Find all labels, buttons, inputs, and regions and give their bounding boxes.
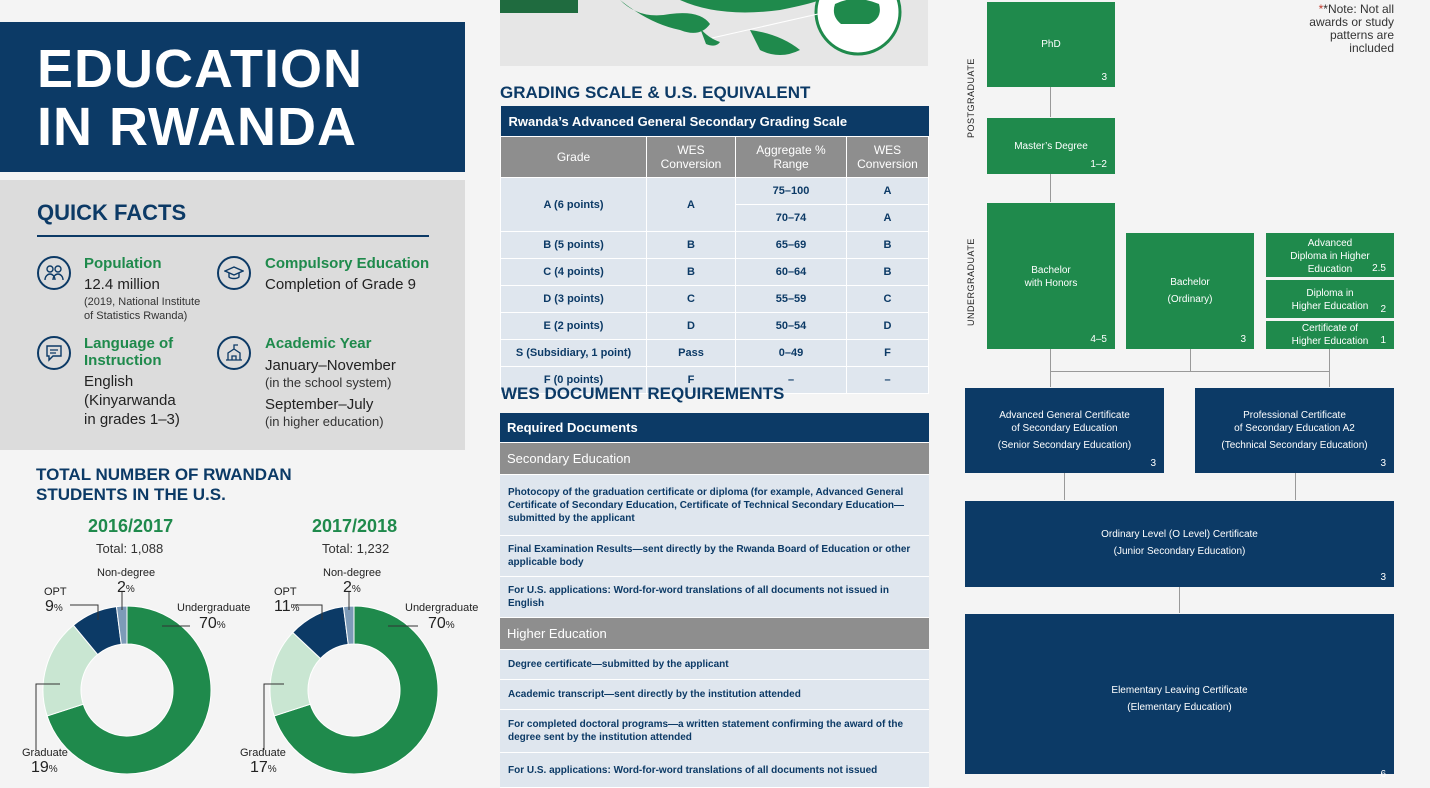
advanced-diploma-box: Advanced Diploma in Higher Education 2.5 [1266, 233, 1394, 277]
fact-academic-year: Academic Year January–November (in the school system) September–July (in higher education) [265, 335, 396, 429]
connector [1050, 87, 1051, 117]
table-row: F (0 points) F – – [501, 367, 929, 394]
map-illustration [500, 0, 928, 66]
label-opt-1: OPT [44, 586, 67, 598]
speech-bubble-icon [37, 336, 71, 370]
pct-graduate-2: 17% [250, 759, 277, 776]
list-item: Final Examination Results—sent directly by the Rwanda Board of Education or other applicable body [500, 536, 929, 577]
donut-chart-2016 [43, 606, 211, 774]
requirements-heading: WES DOCUMENT REQUIREMENTS [501, 384, 785, 403]
list-item: For U.S. applications: Word-for-word translations of all documents not issued in English [500, 577, 929, 618]
pct-opt-2: 11% [274, 598, 300, 615]
quick-facts-heading: QUICK FACTS [37, 200, 187, 225]
connector [1329, 349, 1330, 387]
pct-opt-1: 9% [45, 598, 63, 615]
grading-table [500, 106, 929, 394]
people-icon [37, 256, 71, 290]
label-nondegree-1: Non-degree [97, 567, 156, 579]
postgraduate-label: POSTGRADUATE [966, 58, 976, 138]
fact-language: Language of Instruction English (Kinyarwanda in grades 1–3) [84, 335, 180, 428]
table-row: B (5 points) B 65–69 B [501, 232, 929, 259]
undergraduate-label: UNDERGRADUATE [966, 238, 976, 326]
requirements-table [500, 413, 929, 788]
table-row: 70–74 A [501, 205, 929, 232]
graduation-cap-icon [217, 256, 251, 290]
certificate-box: Certificate of Higher Education 1 [1266, 321, 1394, 349]
pct-nondegree-2: 2% [343, 579, 361, 596]
requirements-caption: Required Documents [500, 413, 929, 443]
chart1-year: 2016/2017 [88, 516, 174, 536]
col-header: WES Conversion [847, 137, 929, 178]
connector [1050, 349, 1051, 387]
secondary-section: Secondary Education [500, 443, 929, 475]
structure-note: **Note: Not all awards or study patterns are included [1309, 2, 1394, 55]
bachelor-ordinary-box: Bachelor (Ordinary) 3 [1126, 233, 1254, 349]
students-heading: TOTAL NUMBER OF RWANDAN STUDENTS IN THE U.S. [36, 465, 292, 504]
label-undergrad-2: Undergraduate [405, 602, 479, 614]
list-item: For completed doctoral programs—a written statement confirming the award of the degree sent by the institution attended [500, 710, 929, 753]
list-item: Photocopy of the graduation certificate or diploma (for example, Advanced General Certificate of Secondary Education, Certificate of Technical Secondary Education—submitted by the applicant [500, 475, 929, 536]
fact-compulsory-education: Compulsory Education Completion of Grade 9 [265, 255, 430, 293]
label-nondegree-2: Non-degree [323, 567, 382, 579]
masters-box: Master’s Degree 1–2 [987, 118, 1115, 174]
connector [1050, 174, 1051, 202]
o-level-certificate-box: Ordinary Level (O Level) Certificate (Junior Secondary Education) 3 [965, 501, 1394, 587]
fact-population: Population 12.4 million (2019, National Institute of Statistics Rwanda) [84, 255, 201, 322]
elementary-certificate-box: Elementary Leaving Certificate (Elementary Education) 6 [965, 614, 1394, 774]
connector [1295, 473, 1296, 500]
table-row: E (2 points) D 50–54 D [501, 313, 929, 340]
label-undergrad-1: Undergraduate [177, 602, 251, 614]
pct-nondegree-1: 2% [117, 579, 135, 596]
label-graduate-1: Graduate [22, 747, 68, 759]
bachelor-honors-box: Bachelor with Honors 4–5 [987, 203, 1115, 349]
chart2-year: 2017/2018 [312, 516, 398, 536]
divider [37, 235, 429, 237]
list-item: Academic transcript—sent directly by the institution attended [500, 680, 929, 710]
higher-section: Higher Education [500, 618, 929, 650]
connector [1050, 371, 1330, 372]
pct-graduate-1: 19% [31, 759, 58, 776]
col-header: Grade [501, 137, 647, 178]
pct-undergrad-1: 70% [199, 615, 226, 632]
col-header: Aggregate % Range [736, 137, 847, 178]
connector [1190, 349, 1191, 371]
table-row: C (4 points) B 60–64 B [501, 259, 929, 286]
school-building-icon [217, 336, 251, 370]
page-title: EDUCATION IN RWANDA [37, 39, 363, 157]
connector [1179, 587, 1180, 613]
grading-heading: GRADING SCALE & U.S. EQUIVALENT [500, 83, 811, 102]
label-opt-2: OPT [274, 586, 297, 598]
grading-caption: Rwanda’s Advanced General Secondary Grading Scale [501, 106, 929, 137]
enrollment-donut-charts [0, 560, 490, 774]
advanced-general-certificate-box: Advanced General Certificate of Secondary Education (Senior Secondary Education) 3 [965, 388, 1164, 473]
table-row: D (3 points) C 55–59 C [501, 286, 929, 313]
chart1-total: Total: 1,088 [96, 541, 164, 556]
list-item: Degree certificate—submitted by the applicant [500, 650, 929, 680]
chart2-total: Total: 1,232 [322, 541, 390, 556]
phd-box: PhD 3 [987, 2, 1115, 87]
professional-certificate-box: Professional Certificate of Secondary Education A2 (Technical Secondary Education) 3 [1195, 388, 1394, 473]
world-map [500, 0, 928, 66]
diploma-box: Diploma in Higher Education 2 [1266, 280, 1394, 318]
donut-chart-2017 [270, 606, 438, 774]
connector [1064, 473, 1065, 500]
label-graduate-2: Graduate [240, 747, 286, 759]
pct-undergrad-2: 70% [428, 615, 455, 632]
list-item: For U.S. applications: Word-for-word translations of all documents not issued [500, 753, 929, 788]
table-row: A (6 points) A 75–100 A [501, 178, 929, 205]
table-row: S (Subsidiary, 1 point) Pass 0–49 F [501, 340, 929, 367]
col-header: WES Conversion [647, 137, 736, 178]
